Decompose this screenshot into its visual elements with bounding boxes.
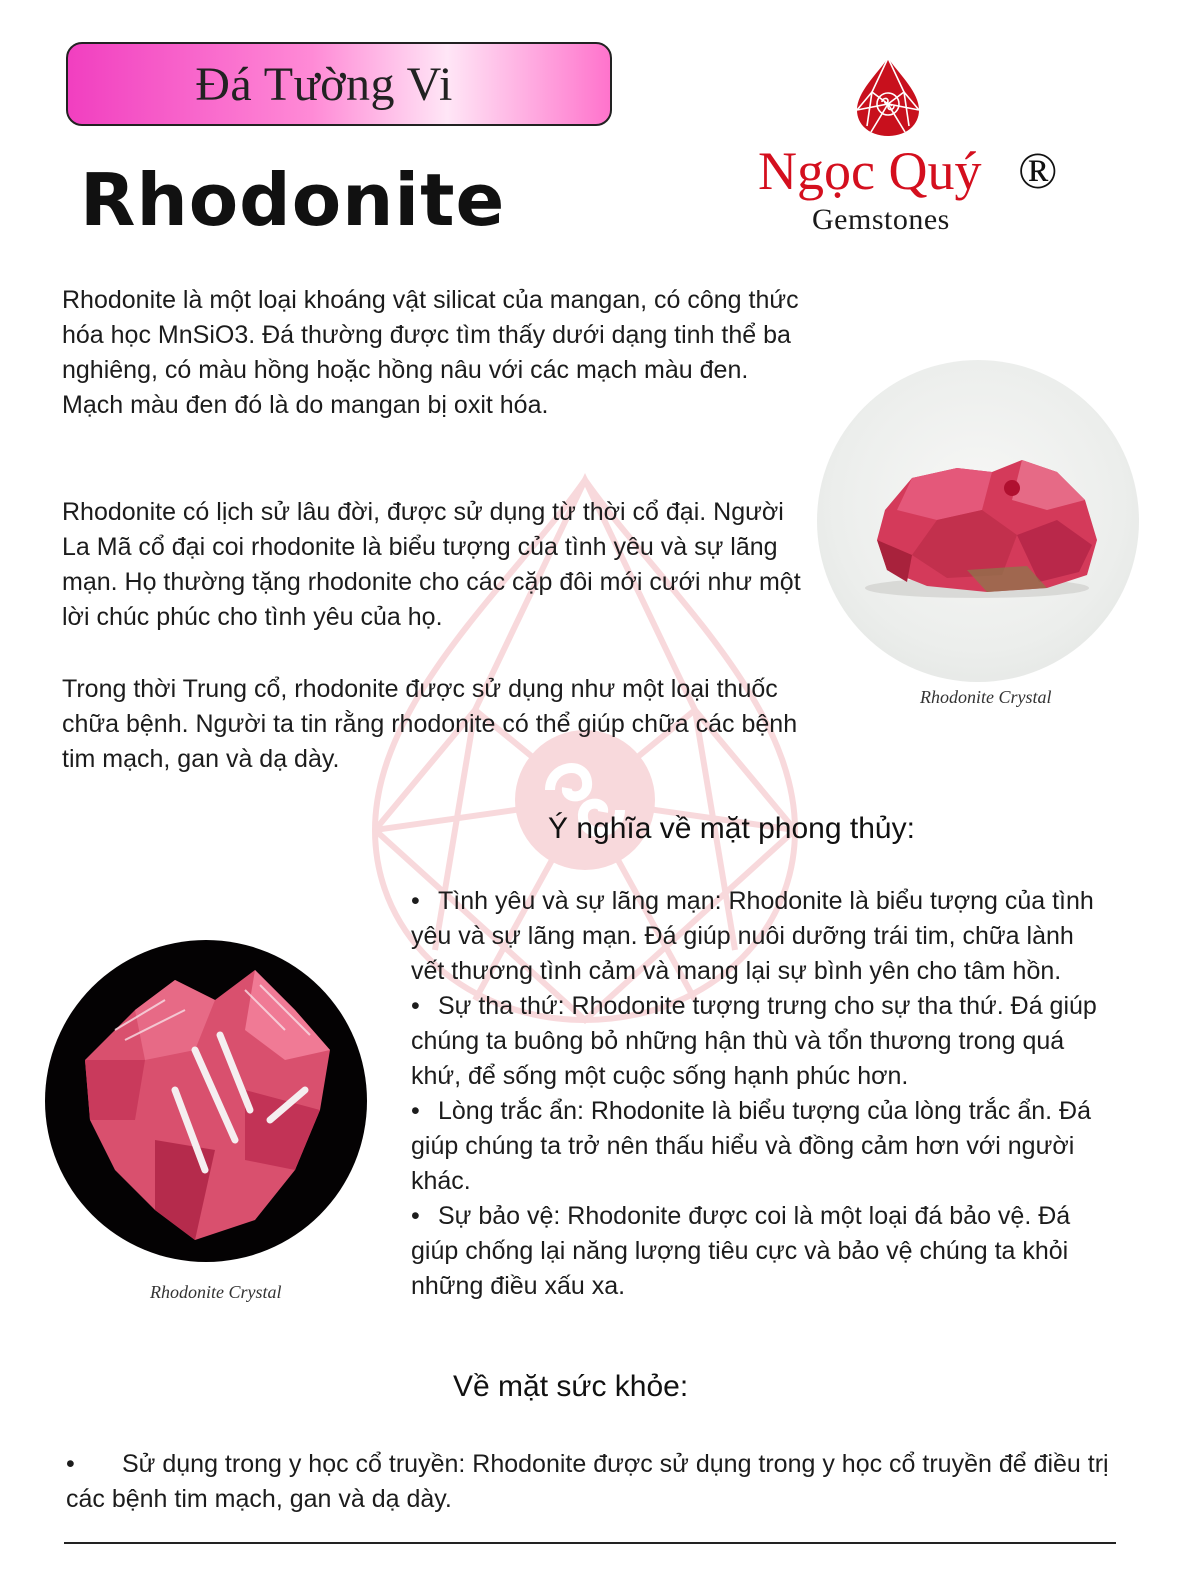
- list-item-text: Sự tha thứ: Rhodonite tượng trưng cho sự tha thứ. Đá giúp chúng ta buông bỏ những hận thù và tổn thương trong quá khứ, để sống một cuộc sống hạnh phúc hơn.: [411, 992, 1097, 1090]
- brand-subtitle: Gemstones: [812, 203, 950, 236]
- feng-shui-heading: Ý nghĩa về mặt phong thủy:: [548, 812, 915, 845]
- bullet-marker: •: [411, 887, 420, 915]
- medieval-paragraph: Trong thời Trung cổ, rhodonite được sử dụng như một loại thuốc chữa bệnh. Người ta tin rằng rhodonite có thể giúp chữa các bệnh tim mạch, gan và dạ dày.: [62, 675, 798, 773]
- bullet-marker: •: [411, 992, 420, 1020]
- footer-divider: [64, 1542, 1116, 1544]
- title-banner: [66, 42, 612, 126]
- gem-logo-icon: [855, 56, 921, 138]
- registered-mark: ®: [1018, 143, 1058, 200]
- intro-paragraph: Rhodonite là một loại khoáng vật silicat của mangan, có công thức hóa học MnSiO3. Đá thường được tìm thấy dưới dạng tinh thể ba nghiêng, có màu hồng hoặc hồng nâu với các mạch màu đen. Mạch màu đen đó là do mangan bị oxit hóa.: [62, 286, 799, 419]
- photo-caption: Rhodonite Crystal: [920, 687, 1052, 707]
- rhodonite-photo-rough: [817, 360, 1139, 682]
- vietnamese-title: Đá Tường Vi: [195, 57, 453, 111]
- list-item: [411, 884, 1111, 989]
- page-title: Rhodonite: [80, 158, 506, 242]
- list-item: [66, 1447, 1126, 1517]
- health-heading: Về mặt sức khỏe:: [453, 1370, 689, 1403]
- list-item-text: Tình yêu và sự lãng mạn: Rhodonite là biểu tượng của tình yêu và sự lãng mạn. Đá giúp nuôi dưỡng trái tim, chữa lành vết thương tình cảm và mang lại sự bình yên cho tâm hồn.: [411, 887, 1094, 985]
- brand-name: Ngọc Quý: [758, 141, 982, 201]
- rhodonite-photo-crystal: [45, 940, 367, 1262]
- bullet-marker: •: [66, 1450, 75, 1478]
- list-item: [411, 1199, 1111, 1304]
- list-item: [411, 989, 1111, 1094]
- bullet-marker: •: [411, 1202, 420, 1230]
- history-paragraph: Rhodonite có lịch sử lâu đời, được sử dụng từ thời cổ đại. Người La Mã cổ đại coi rhodonite là biểu tượng của tình yêu và sự lãng mạn. Họ thường tặng rhodonite cho các cặp đôi mới cưới như một lời chúc phúc cho tình yêu của họ.: [62, 498, 801, 631]
- list-item-text: Sử dụng trong y học cổ truyền: Rhodonite được sử dụng trong y học cổ truyền để điều trị các bệnh tim mạch, gan và dạ dày.: [66, 1450, 1109, 1513]
- photo-caption: Rhodonite Crystal: [150, 1282, 282, 1302]
- list-item-text: Lòng trắc ẩn: Rhodonite là biểu tượng của lòng trắc ẩn. Đá giúp chúng ta trở nên thấu hiểu và đồng cảm hơn với người khác.: [411, 1097, 1091, 1195]
- health-list: [66, 1447, 1126, 1517]
- list-item: [411, 1094, 1111, 1199]
- bullet-marker: •: [411, 1097, 420, 1125]
- feng-shui-list: [411, 884, 1111, 1304]
- list-item-text: Sự bảo vệ: Rhodonite được coi là một loại đá bảo vệ. Đá giúp chống lại năng lượng tiêu cực và bảo vệ chúng ta khỏi những điều xấu xa.: [411, 1202, 1071, 1300]
